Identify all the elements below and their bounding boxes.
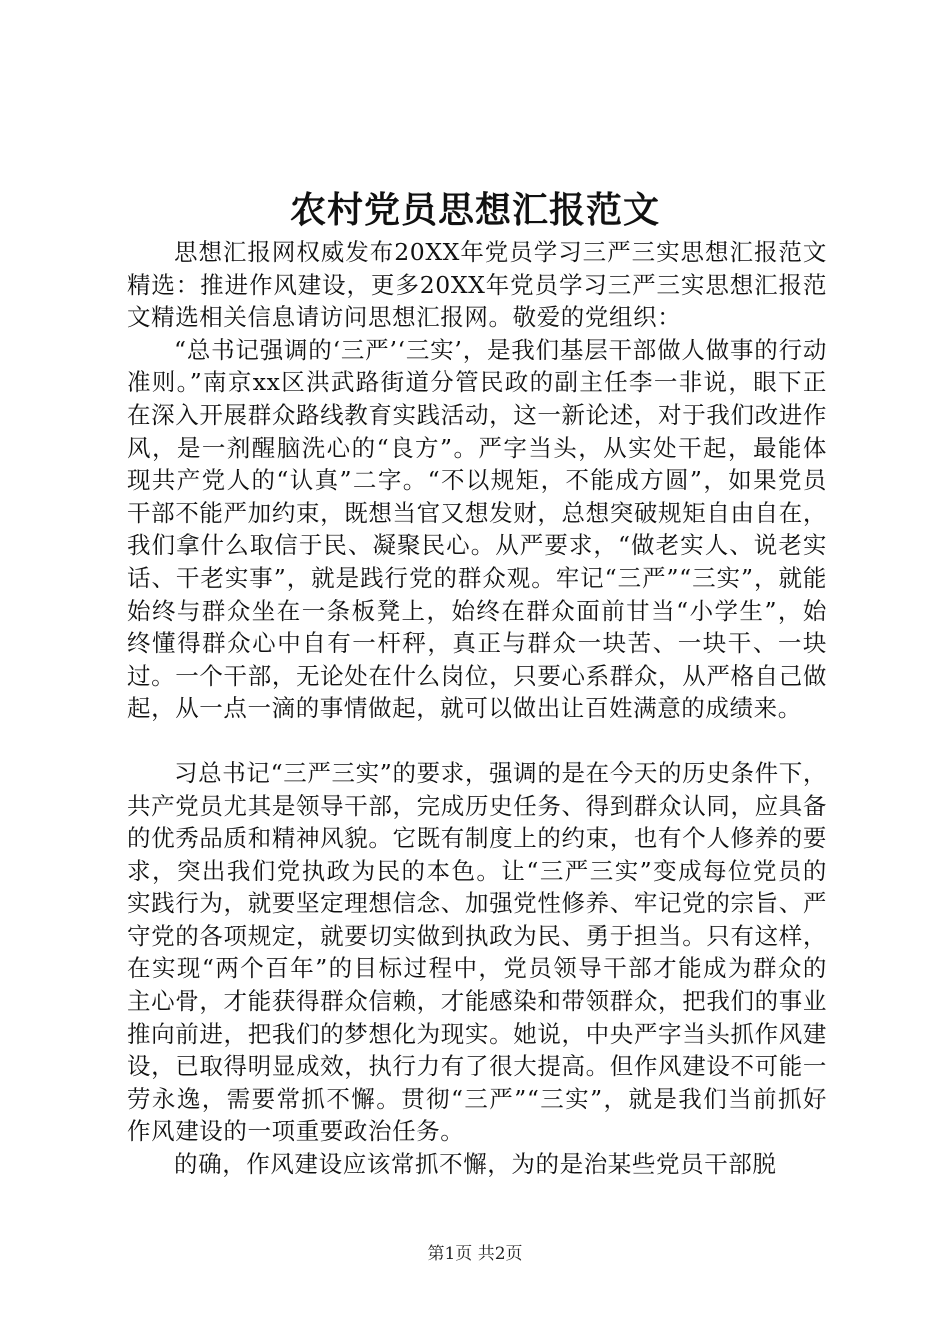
paragraph-requirements: 习总书记“三严三实”的要求，强调的是在今天的历史条件下，共产党员尤其是领导干部，完成历史任务、得到群众认同，应具备的优秀品质和精神风貌。它既有制度上的约束，也有个人修养的要求，突出我们党执政为民的本色。让“三严三实”变成每位党员的实践行为，就要坚定理想信念、加强党性修养、牢记党的宗旨、严守党的各项规定，就要切实做到执政为民、勇于担当。只有这样，在实现“两个百年”的目标过程中，党员领导干部才能成为群众的主心骨，才能获得群众信赖，才能感染和带领群众，把我们的事业推向前进，把我们的梦想化为现实。她说，中央严字当头抓作风建设，已取得明显成效，执行力有了很大提高。但作风建设不可能一劳永逸，需要常抓不懈。贯彻“三严”“三实”，就是我们当前抓好作风建设的一项重要政治任务。 <box>127 758 827 1146</box>
paragraph-continued: 的确，作风建设应该常抓不懈，为的是治某些党员干部脱 <box>174 1150 777 1179</box>
document-title: 农村党员思想汇报范文 <box>289 189 660 231</box>
paragraph-quote: “总书记强调的‘三严’‘三实’，是我们基层干部做人做事的行动准则。”南京xx区洪武路街道分管民政的副主任李一非说，眼下正在深入开展群众路线教育实践活动，这一新论述，对于我们改进作风，是一剂醒脑洗心的“良方”。严字当头，从实处干起，最能体现共产党人的“认真”二字。“不以规矩，不能成方圆”，如果党员干部不能严加约束，既想当官又想发财，总想突破规矩自由自在，我们拿什么取信于民、凝聚民心。从严要求，“做老实人、说老实话、干老实事”，就是践行党的群众观。牢记“三严”“三实”，就能始终与群众坐在一条板凳上，始终在群众面前甘当“小学生”，始终懂得群众心中自有一杆秤，真正与群众一块苦、一块干、一块过。一个干部，无论处在什么岗位，只要心系群众，从严格自己做起，从一点一滴的事情做起，就可以做出让百姓满意的成绩来。 <box>127 335 827 723</box>
paragraph-gap <box>127 725 827 757</box>
page-number-footer: 第1页 共2页 <box>427 1244 523 1264</box>
document-body <box>127 236 827 1181</box>
paragraph-intro: 思想汇报网权威发布20XX年党员学习三严三实思想汇报范文精选：推进作风建设，更多20XX年党员学习三严三实思想汇报范文精选相关信息请访问思想汇报网。敬爱的党组织： <box>127 238 827 332</box>
